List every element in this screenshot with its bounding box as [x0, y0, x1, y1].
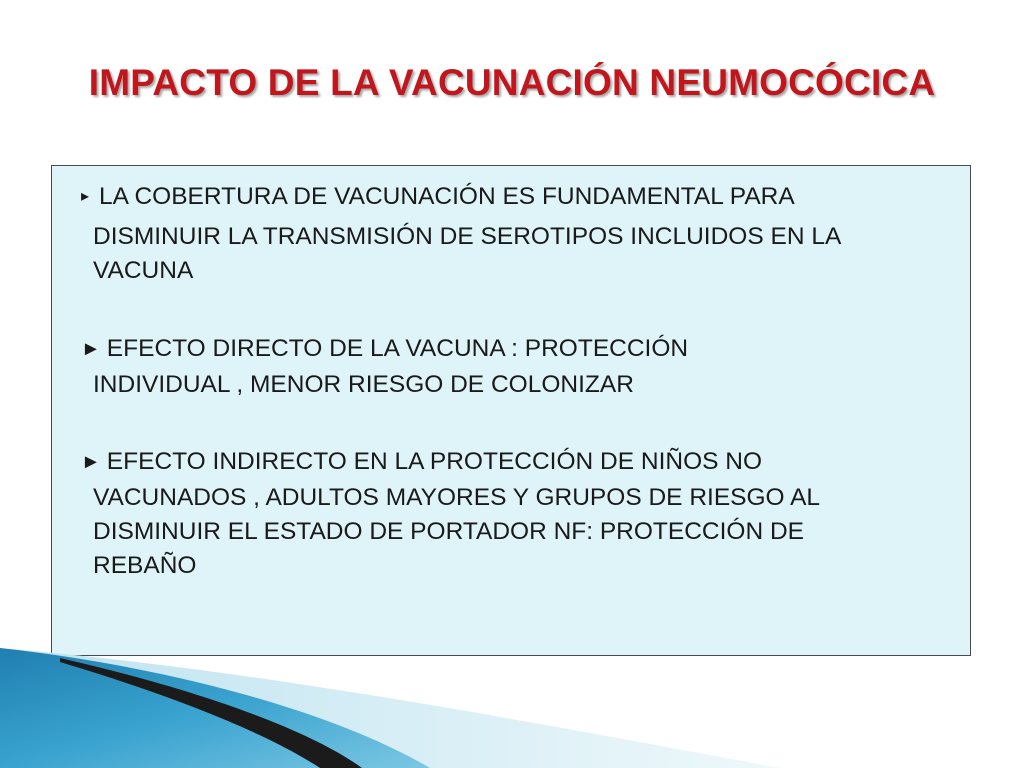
bullet-line: [81, 180, 841, 214]
bullet-item: [81, 180, 842, 288]
bullet-line: [81, 332, 689, 366]
swoosh-dark-band: [60, 658, 362, 768]
content-box: [51, 165, 971, 656]
bullet-item: [81, 445, 821, 583]
bullet-text: EFECTO DIRECTO DE LA VACUNA : PROTECCIÓN: [106, 335, 689, 362]
bullet-triangle-icon: ▸: [81, 188, 90, 205]
bullet-text: LA COBERTURA DE VACUNACIÓN ES FUNDAMENTAL PARA: [99, 183, 795, 210]
bullet-line: DISMINUIR LA TRANSMISIÓN DE SEROTIPOS INCLUIDOS EN LA: [93, 223, 842, 250]
bullet-line: DISMINUIR EL ESTADO DE PORTADOR NF: PROTECCIÓN DE: [93, 518, 805, 545]
bullet-line: VACUNADOS , ADULTOS MAYORES Y GRUPOS DE RIESGO AL: [93, 484, 821, 511]
bullet-line: INDIVIDUAL , MENOR RIESGO DE COLONIZAR: [93, 371, 634, 398]
bullet-arrow-icon: ►: [81, 338, 101, 360]
swoosh-light-band: [0, 648, 780, 768]
bullet-line: VACUNA: [93, 257, 194, 284]
bullet-item: [81, 332, 689, 402]
slide-title: IMPACTO DE LA VACUNACIÓN NEUMOCÓCICA: [88, 62, 936, 103]
bullet-arrow-icon: ►: [81, 451, 101, 473]
bullet-line: [81, 445, 820, 479]
bullet-line: REBAÑO: [93, 552, 197, 579]
swoosh-blue-band: [0, 648, 430, 768]
bullet-text: EFECTO INDIRECTO EN LA PROTECCIÓN DE NIÑOS NO: [106, 448, 763, 475]
